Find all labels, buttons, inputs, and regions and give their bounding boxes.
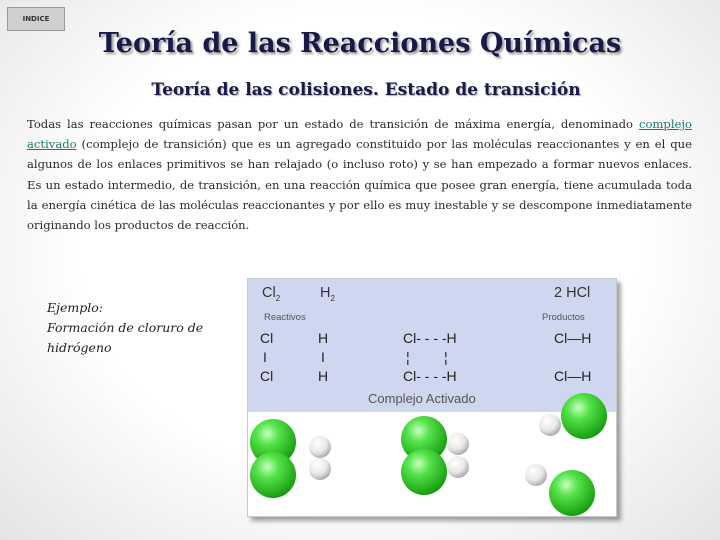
hydrogen-atom (309, 458, 331, 480)
reactant-h-bond: I (321, 349, 325, 365)
molecule-illustration (248, 279, 616, 516)
hydrogen-atom (539, 414, 561, 436)
product-top: Cl—H (554, 330, 592, 346)
reactant-cl-bond: I (263, 349, 267, 365)
hydrogen-atom (447, 456, 469, 478)
product-bottom: Cl—H (554, 368, 592, 384)
paragraph-text-start: Todas las reacciones químicas pasan por un estado de transición de máxima energía, denominado (27, 117, 639, 131)
complex-left-bond: ¦ (406, 349, 410, 365)
hydrogen-atom (525, 464, 547, 486)
reactant-h-bottom: H (318, 368, 329, 384)
reactants-label: Reactivos (264, 312, 306, 323)
activated-complex-label: Complejo Activado (368, 391, 476, 406)
example-label: Ejemplo: (47, 300, 103, 315)
chlorine-formula: $Cl_2$ (262, 285, 281, 303)
body-paragraph (27, 114, 692, 235)
chlorine-atom (549, 470, 595, 516)
product-formula: 2 HCl (554, 285, 591, 301)
complex-top: Cl- - - -H (403, 330, 457, 346)
hydrogen-formula: $H_2$ (320, 285, 335, 303)
activated-complex-link[interactable]: complejo activado (27, 117, 692, 152)
chlorine-atom (250, 452, 296, 498)
example-caption (47, 298, 207, 358)
chlorine-atom (561, 393, 607, 439)
complex-right-bond: ¦ (444, 349, 448, 365)
hydrogen-atom (309, 436, 331, 458)
reactant-h-top: H (318, 330, 329, 346)
reaction-figure (247, 278, 617, 517)
hydrogen-atom (447, 433, 469, 455)
paragraph-text-end: (complejo de transición) que es un agregado constituido por las moléculas reaccionantes y en el que algunos de los enlaces primitivos se han relajado (o incluso roto) y se han empezado a formar nuevos enlaces. Es un estado intermedio, de transición, en una reacción química que posee gran energía, tiene acumulada toda la energía cinética de las moléculas reaccionantes y por ello es muy inestable y se descompone inmediatamente originando los productos de reacción. (27, 137, 692, 233)
reactant-cl-top: Cl (260, 330, 274, 346)
page-title: Teoría de las Reacciones Químicas (98, 28, 622, 59)
products-label: Productos (542, 312, 585, 323)
reactant-cl-bottom: Cl (260, 368, 274, 384)
complex-bottom: Cl- - - -H (403, 368, 457, 384)
chlorine-atom (401, 449, 447, 495)
index-button[interactable]: INDICE (7, 7, 65, 31)
example-description: Formación de cloruro de hidrógeno (47, 320, 204, 355)
page-subtitle: Teoría de las colisiones. Estado de transición (151, 80, 581, 100)
